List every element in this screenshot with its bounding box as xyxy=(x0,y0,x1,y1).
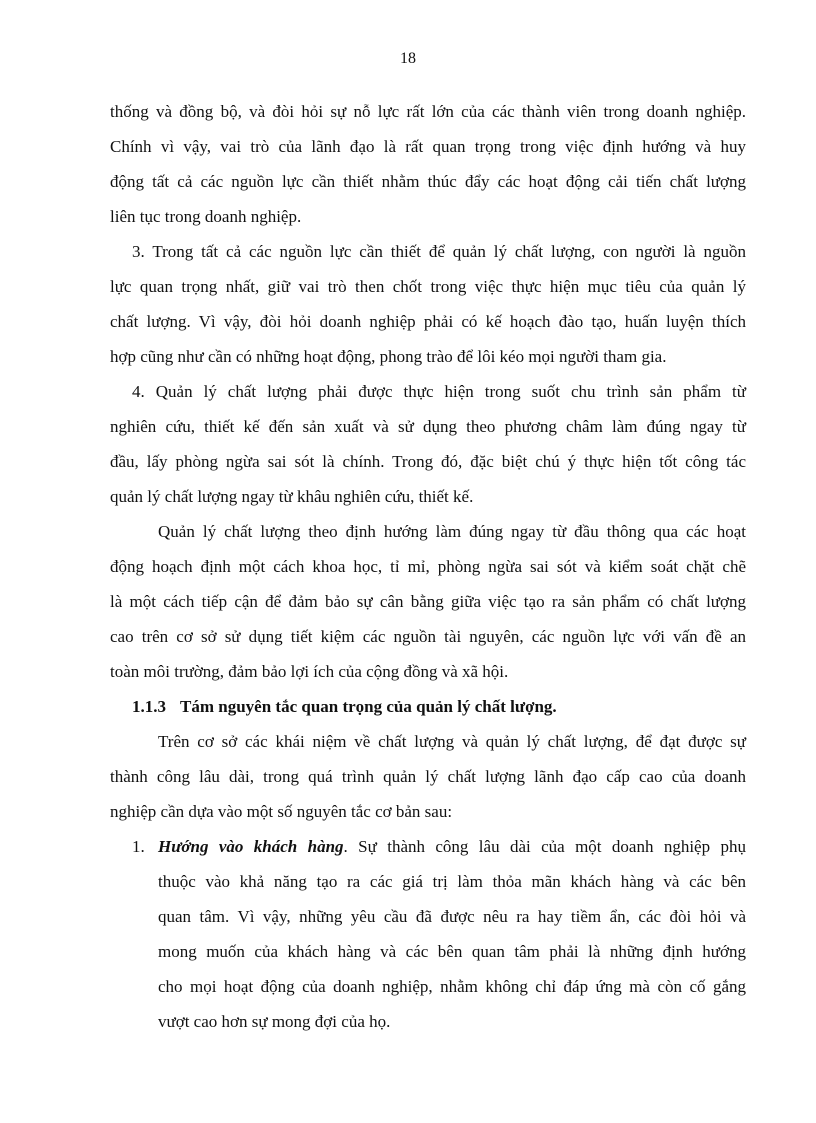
text-line: đầu, lấy phòng ngừa sai sót là chính. Trong đó, đặc biệt chú ý thực hiện tốt công tác xyxy=(110,452,746,471)
text-line: liên tục trong doanh nghiệp. xyxy=(110,207,302,226)
summary-paragraph xyxy=(110,514,746,689)
text-line: là một cách tiếp cận để đảm bảo sự cân bằng giữa việc tạo ra sản phẩm có chất lượng xyxy=(110,592,746,611)
text-line: chất lượng. Vì vậy, đòi hỏi doanh nghiệp phải có kế hoạch đào tạo, huấn luyện thích xyxy=(110,312,746,331)
section-heading xyxy=(110,689,746,724)
text-line: động tất cả các nguồn lực cần thiết nhằm thúc đẩy các hoạt động cải tiến chất lượng xyxy=(110,172,746,191)
text-line: quản lý chất lượng ngay từ khâu nghiên cứu, thiết kế. xyxy=(110,487,474,506)
numbered-point-4 xyxy=(110,374,746,514)
text-line: thuộc vào khả năng tạo ra các giá trị làm thỏa mãn khách hàng và các bên xyxy=(158,872,746,891)
document-body xyxy=(110,94,746,1039)
text-line: lực quan trọng nhất, giữ vai trò then chốt trong việc thực hiện mục tiêu của quản lý xyxy=(110,277,746,296)
text-line: 3. Trong tất cả các nguồn lực cần thiết để quản lý chất lượng, con người là nguồn xyxy=(132,242,746,261)
paragraph-continuation xyxy=(110,94,746,234)
text-line: toàn môi trường, đảm bảo lợi ích của cộng đồng và xã hội. xyxy=(110,662,509,681)
text-line: thành công lâu dài, trong quá trình quản lý chất lượng lãnh đạo cấp cao của doanh xyxy=(110,767,746,786)
text-line: nghiên cứu, thiết kế đến sản xuất và sử dụng theo phương châm làm đúng ngay từ xyxy=(110,417,746,436)
principle-term: Hướng vào khách hàng xyxy=(158,837,344,856)
list-number: 1. xyxy=(132,837,145,856)
principle-lead-text: . Sự thành công lâu dài của một doanh nghiệp phụ xyxy=(343,837,746,856)
text-line: cho mọi hoạt động của doanh nghiệp, nhằm không chỉ đáp ứng mà còn cố gắng xyxy=(158,977,746,996)
text-line: động hoạch định một cách khoa học, tỉ mỉ, phòng ngừa sai sót và kiểm soát chặt chẽ xyxy=(110,557,746,576)
page-number: 18 xyxy=(400,50,416,67)
text-line: vượt cao hơn sự mong đợi của họ. xyxy=(158,1012,391,1031)
text-line: 4. Quản lý chất lượng phải được thực hiện trong suốt chu trình sản phẩm từ xyxy=(132,382,746,401)
principle-1 xyxy=(110,829,746,1039)
principle-lead xyxy=(158,829,746,864)
text-line: Trên cơ sở các khái niệm về chất lượng và quản lý chất lượng, để đạt được sự xyxy=(158,732,746,751)
text-line: nghiệp cần dựa vào một số nguyên tắc cơ bản sau: xyxy=(110,802,453,821)
intro-paragraph xyxy=(110,724,746,829)
text-line: cao trên cơ sở sử dụng tiết kiệm các nguồn tài nguyên, các nguồn lực với vấn đề an xyxy=(110,627,746,646)
section-title: Tám nguyên tắc quan trọng của quản lý chất lượng. xyxy=(180,697,557,716)
text-line: Chính vì vậy, vai trò của lãnh đạo là rất quan trọng trong việc định hướng và huy xyxy=(110,137,746,156)
numbered-point-3 xyxy=(110,234,746,374)
text-line: quan tâm. Vì vậy, những yêu cầu đã được nêu ra hay tiềm ẩn, các đòi hỏi và xyxy=(158,907,746,926)
principle-first-line xyxy=(110,829,746,864)
text-line: Quản lý chất lượng theo định hướng làm đúng ngay từ đầu thông qua các hoạt xyxy=(158,522,746,541)
text-line: mong muốn của khách hàng và các bên quan tâm phải là những định hướng xyxy=(158,942,746,961)
section-number: 1.1.3 xyxy=(132,697,166,716)
text-line: thống và đồng bộ, và đòi hỏi sự nỗ lực rất lớn của các thành viên trong doanh nghiệp. xyxy=(110,102,746,121)
text-line: hợp cũng như cần có những hoạt động, phong trào để lôi kéo mọi người tham gia. xyxy=(110,347,667,366)
